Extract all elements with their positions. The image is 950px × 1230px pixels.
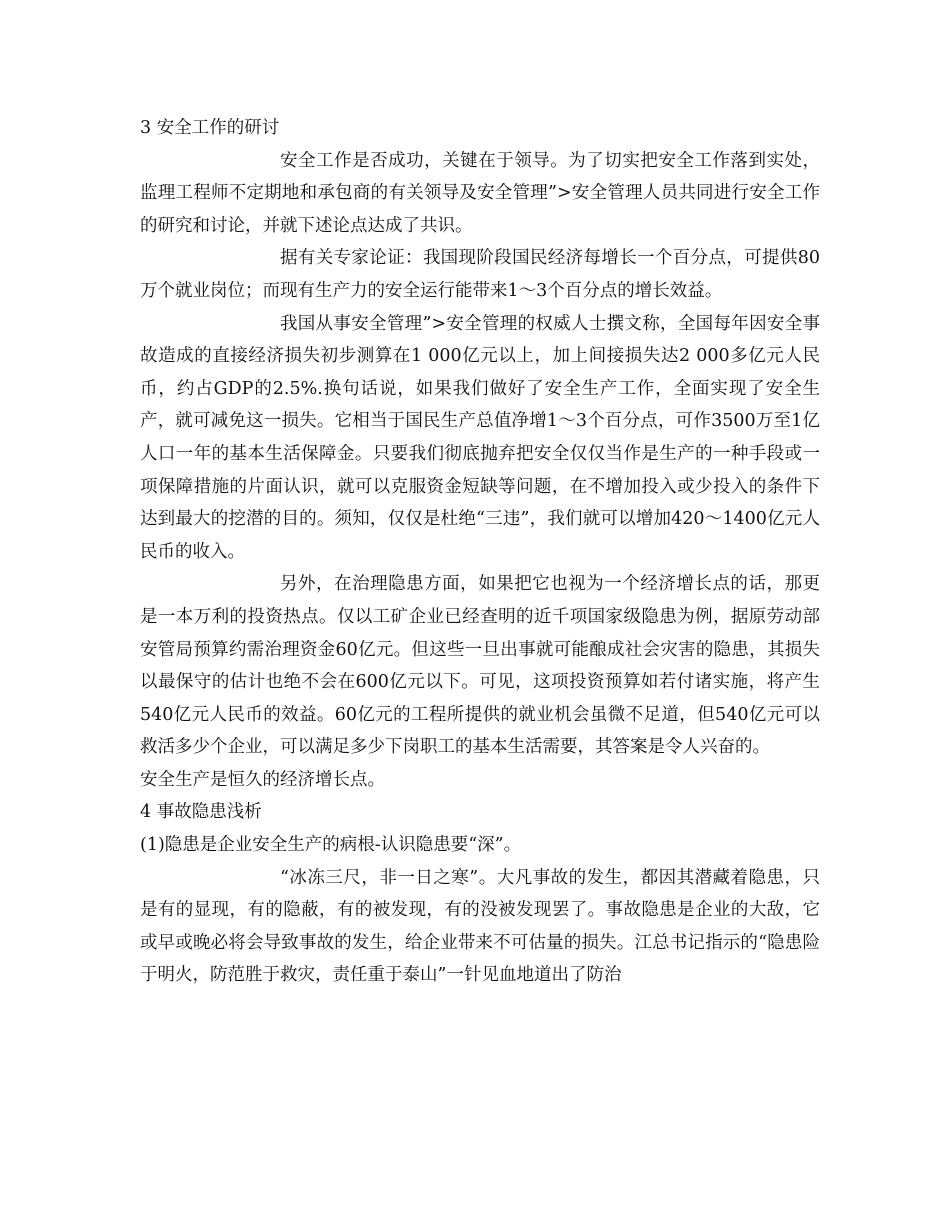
- paragraph-hazard-investment: 另外，在治理隐患方面，如果把它也视为一个经济增长点的话，那更是一本万利的投资热点。仅以工矿企业已经查明的近千项国家级隐患为例，据原劳动部安管局预算约需治理资金60亿元。但这些一旦出事就可能酿成社会灾害的隐患，其损失以最保守的估计也绝不会在600亿元以下。可见，这项投资预算如若付诸实施，将产生540亿元人民币的效益。60亿元的工程所提供的就业机会虽微不足道，但540亿元可以救活多少个企业，可以满足多少下岗职工的基本生活需要，其答案是令人兴奋的。: [140, 574, 820, 758]
- paragraph-leadership: 安全工作是否成功，关键在于领导。为了切实把安全工作落到实处，监理工程师不定期地和承包商的有关领导及安全管理”>安全管理人员共同进行安全工作的研究和讨论，并就下述论点达成了共识。: [140, 150, 820, 236]
- paragraph-hazard-analysis: “冰冻三尺，非一日之寒”。大凡事故的发生，都因其潜藏着隐患，只是有的显现，有的隐蔽，有的被发现，有的没被发现罢了。事故隐患是企业的大敌，它或早或晚必将会导致事故的发生，给企业带来不可估量的损失。江总书记指示的“隐患险于明火，防范胜于救灾，责任重于泰山”一针见血地道出了防治: [140, 867, 820, 986]
- paragraph-growth-point: 安全生产是恒久的经济增长点。: [140, 769, 385, 790]
- section-heading-4: 4 事故隐患浅析: [140, 802, 262, 823]
- document-body: [140, 112, 820, 992]
- section-heading-3: 3 安全工作的研讨: [140, 118, 280, 138]
- paragraph-economic-loss: 我国从事安全管理”>安全管理的权威人士撰文称，全国每年因安全事故造成的直接经济损失初步测算在1 000亿元以上，加上间接损失达2 000多亿元人民币，约占GDP的2.5%.换句话说，如果我们做好了安全生产工作，全面实现了安全生产，就可减免这一损失。它相当于国民生产总值净增1～3个百分点，可作3500万至1亿人口一年的基本生活保障金。只要我们彻底抛弃把安全仅仅当作是生产的一种手段或一项保障措施的片面认识，就可以克服资金短缺等问题，在不增加投入或少投入的条件下达到最大的挖潜的目的。须知，仅仅是杜绝“三违”，我们就可以增加420～1400亿元人民币的收入。: [140, 313, 820, 562]
- subheading-hazard-root: (1)隐患是企业安全生产的病根-认识隐患要“深”。: [140, 835, 522, 856]
- paragraph-expert-argument: 据有关专家论证：我国现阶段国民经济每增长一个百分点，可提供80万个就业岗位；而现有生产力的安全运行能带来1～3个百分点的增长效益。: [140, 248, 820, 301]
